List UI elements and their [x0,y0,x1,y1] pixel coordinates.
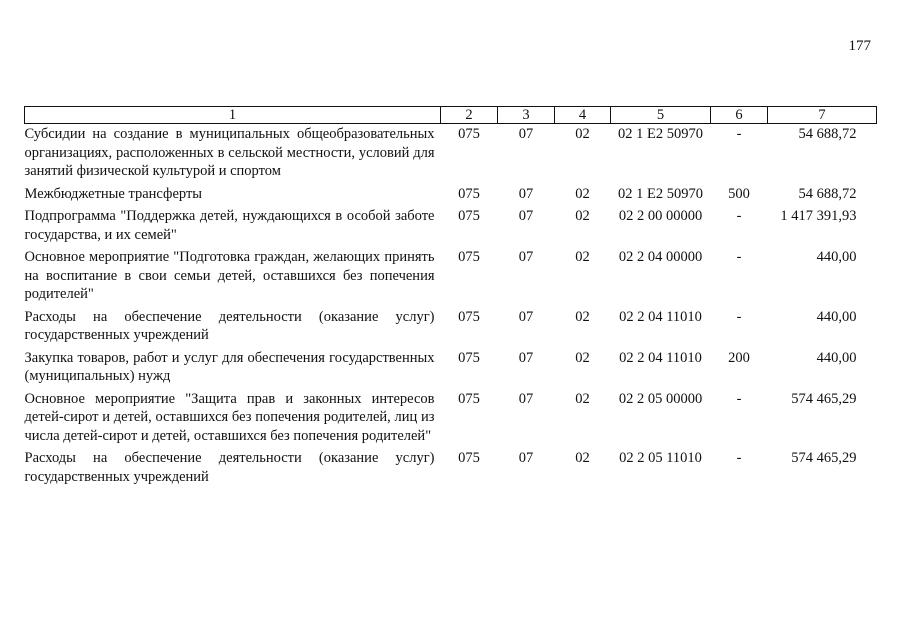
column-header: 3 [498,107,555,124]
ministry-code: 075 [458,390,480,407]
section-code: 07 [518,390,534,407]
ministry-code: 075 [458,126,480,142]
table-row [25,185,877,208]
amount: 574 465,29 [791,450,857,466]
target-article-code: 02 2 04 11010 [619,349,702,366]
column-header: 4 [555,107,611,124]
subsection-code: 02 [575,349,590,366]
row-name: Расходы на обеспечение деятельности (оказание услуг) государственных учреждений [24,308,435,343]
column-header: 5 [611,107,711,124]
target-article-code: 02 1 E2 50970 [618,185,703,202]
row-name: Межбюджетные трансферты [24,185,203,202]
target-article-code: 02 2 04 11010 [619,308,702,325]
table-header-row [25,107,877,124]
section-code: 07 [518,249,534,265]
expense-type-code: - [736,308,742,325]
row-name: Закупка товаров, работ и услуг для обеспечения государственных (муниципальных) нужд [24,349,435,384]
table-row [25,349,877,390]
target-article-code: 02 2 04 00000 [618,249,703,265]
subsection-code: 02 [575,126,590,142]
section-code: 07 [518,208,534,224]
target-article-code: 02 2 05 00000 [618,390,703,407]
row-name: Расходы на обеспечение деятельности (оказание услуг) государственных учреждений [24,450,435,485]
expense-type-code: - [736,249,742,265]
subsection-code: 02 [575,208,590,224]
amount: 440,00 [816,349,857,366]
section-code: 07 [518,349,534,366]
expense-type-code: - [736,390,742,407]
subsection-code: 02 [575,450,590,466]
subsection-code: 02 [575,308,590,325]
amount: 440,00 [816,308,857,325]
target-article-code: 02 1 E2 50970 [618,126,703,142]
subsection-code: 02 [575,390,590,407]
ministry-code: 075 [458,450,480,466]
row-name: Подпрограмма "Поддержка детей, нуждающихся в особой заботе государства, и их семей" [24,208,435,243]
table-row [25,124,877,185]
section-code: 07 [518,126,534,142]
row-name: Субсидии на создание в муниципальных общеобразовательных организациях, расположенных в сельской местности, условий для занятий физической культурой и спортом [24,126,435,179]
section-code: 07 [518,308,534,325]
ministry-code: 075 [458,208,480,224]
expense-type-code: 200 [728,349,750,366]
row-name: Основное мероприятие "Защита прав и законных интересов детей-сирот и детей, оставшихся без попечения родителей, лиц из числа детей-сирот и детей, оставшихся без попечения родителей" [24,390,435,444]
expense-type-code: - [736,126,742,142]
column-header: 1 [25,107,441,124]
section-code: 07 [518,450,534,466]
expense-type-code: - [736,208,742,224]
table-row [25,207,877,248]
ministry-code: 075 [458,349,480,366]
table-row [25,308,877,349]
expense-type-code: 500 [728,185,750,202]
subsection-code: 02 [575,185,590,202]
budget-table [24,106,877,490]
target-article-code: 02 2 05 11010 [619,450,702,466]
subsection-code: 02 [575,249,590,265]
amount: 574 465,29 [791,390,857,407]
column-header: 2 [441,107,498,124]
column-header: 6 [711,107,768,124]
ministry-code: 075 [458,185,480,202]
table-row [25,248,877,308]
table-row [25,449,877,490]
expense-type-code: - [736,450,742,466]
amount: 1 417 391,93 [780,208,857,224]
ministry-code: 075 [458,249,480,265]
column-header: 7 [768,107,877,124]
amount: 54 688,72 [798,126,857,142]
ministry-code: 075 [458,308,480,325]
section-code: 07 [518,185,534,202]
table-row [25,390,877,450]
amount: 440,00 [816,249,857,265]
target-article-code: 02 2 00 00000 [618,208,703,224]
page-number: 177 [848,38,871,54]
row-name: Основное мероприятие "Подготовка граждан, желающих принять на воспитание в свои семьи детей, оставшихся без попечения родителей" [24,249,435,302]
amount: 54 688,72 [798,185,857,202]
